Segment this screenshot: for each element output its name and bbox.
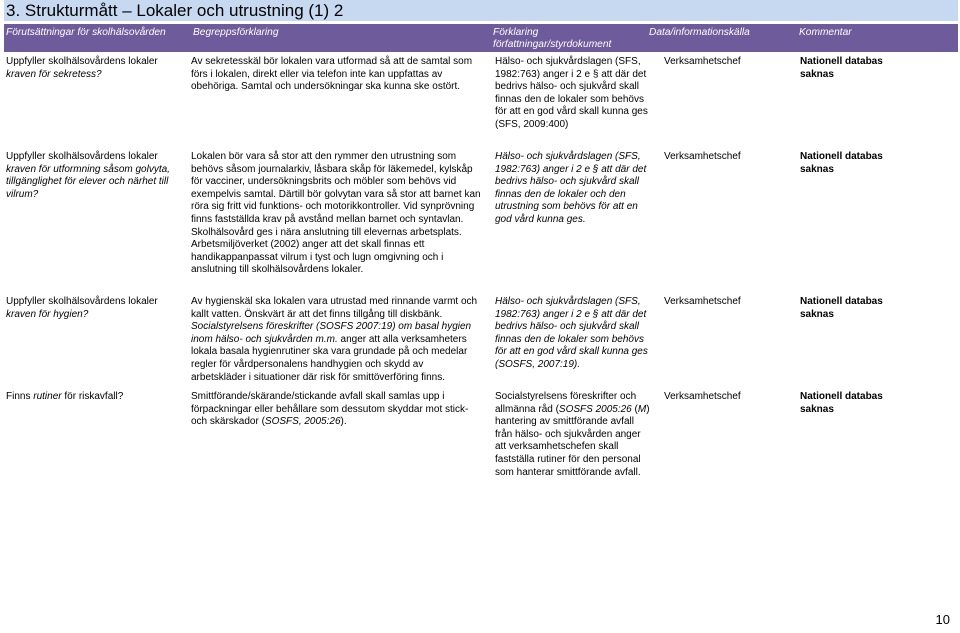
source-cell: Verksamhetschef <box>664 151 741 162</box>
page-number: 10 <box>935 612 950 627</box>
header-comment: Kommentar <box>799 27 852 38</box>
explain-cell: Hälso- och sjukvårdslagen (SFS, 1982:763) anger i 2 e § att där det bedrivs hälso- och sjukvård skall finnas den de lokaler och den utrustning som behövs för att en god vård kunna ges. <box>495 151 647 225</box>
source-cell: Verksamhetschef <box>664 296 741 307</box>
concept-cell: Av sekretesskäl bör lokalen vara utformad så att de samtal som förs i lokalen, direkt eller via telefon inte kan uppfattas av obehöriga. Samtal och undersökningar ska kunna ske ostört. <box>191 56 473 93</box>
concept-cell: Smittförande/skärande/stickande avfall skall samlas upp i förpackningar eller behållare som dessutom skyddar mot stick- och skärskador (SOSFS, 2005:26). <box>191 391 469 428</box>
comment-cell: Nationell databas saknas <box>800 296 883 320</box>
comment-cell: Nationell databas saknas <box>800 56 883 80</box>
prereq-cell: Finns rutiner för riskavfall? <box>6 391 124 402</box>
prereq-cell: Uppfyller skolhälsovårdens lokaler kraven för hygien? <box>6 296 158 320</box>
explain-cell: Hälso- och sjukvårdslagen (SFS, 1982:763) anger i 2 e § att där det bedrivs hälso- och sjukvård skall finnas den de lokaler som behövs för att en god vård skall kunna ges (SOSFS, 2007:19). <box>495 296 648 370</box>
header-prereq: Förutsättningar för skolhälsovården <box>6 27 166 38</box>
explain-cell: Socialstyrelsens föreskrifter och allmänna råd (SOSFS 2005:26 (M) hantering av smittförande avfall från hälso- och sjukvården anger att verksamhetschefen skall fastställa rutiner för den personal som hanterar smittförande avfall. <box>495 391 650 478</box>
concept-cell: Av hygienskäl ska lokalen vara utrustad med rinnande varmt och kallt vatten. Önskvärt är att det finns tillgång till diskbänk. Socialstyrelsens föreskrifter (SOSFS 2007:19) om basal hygien inom hälso- och sjukvården m.m. anger att alla verksamheters lokala basala hygienrutiner ska vara grundade på och medelar regler för vårdpersonalens handhygien och skydd av arbetskläder i situationer där risk för smittöverföring finns. <box>191 296 478 383</box>
prereq-cell: Uppfyller skolhälsovårdens lokaler kraven för sekretess? <box>6 56 158 80</box>
header-explain-line1: Förklaring <box>493 27 539 38</box>
header-concept: Begreppsförklaring <box>193 27 279 38</box>
source-cell: Verksamhetschef <box>664 56 741 67</box>
table-header <box>4 24 958 52</box>
header-explain <box>493 27 653 51</box>
header-explain-line2: författningar/styrdokument <box>493 39 612 50</box>
comment-cell: Nationell databas saknas <box>800 391 883 415</box>
prereq-cell: Uppfyller skolhälsovårdens lokaler kraven för utformning såsom golvyta, tillgänglighet för elever och närhet till vilrum? <box>6 151 170 200</box>
comment-cell: Nationell databas saknas <box>800 151 883 175</box>
page-title: 3. Strukturmått – Lokaler och utrustning (1) 2 <box>4 0 958 21</box>
header-source: Data/informationskälla <box>649 27 750 38</box>
concept-cell: Lokalen bör vara så stor att den rymmer den utrustning som behövs såsom journalarkiv, låsbara skåp för läkemedel, kylskåp för vacciner, undersökningsbrits och möbler som behövs vid exempelvis samtal. Därtill bör golvytan vara så stor att barnet kan röra sig fritt vid funktions- och motorikkontroller. Vid synprövning finns fastställda krav på avstånd mellan barnet och syntavlan. Skolhälsovård ges i nära anslutning till elevernas arbetsplats. Arbetsmiljöverket (2002) anger att det skall finnas ett handikappanpassat vilrum i tyst och lugn omgivning och i anslutning till skolhälsovårdens lokaler. <box>191 151 481 276</box>
explain-cell: Hälso- och sjukvårdslagen (SFS, 1982:763) anger i 2 e § att där det bedrivs hälso- och sjukvård skall finnas den de lokaler som behövs för att en god vård skall kunna ges (SFS, 2009:400) <box>495 56 648 130</box>
source-cell: Verksamhetschef <box>664 391 741 402</box>
